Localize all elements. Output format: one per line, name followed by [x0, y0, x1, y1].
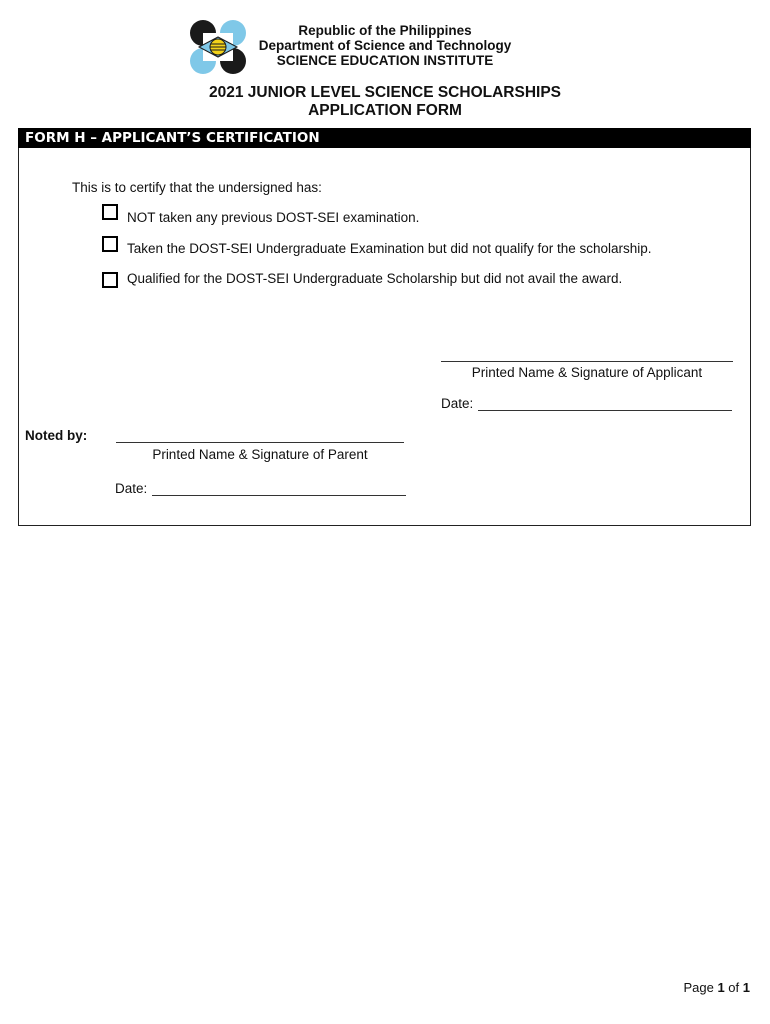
- certify-intro: This is to certify that the undersigned has:: [72, 180, 322, 195]
- header-institute: SCIENCE EDUCATION INSTITUTE: [276, 53, 494, 68]
- form-subtitle: APPLICATION FORM: [308, 102, 462, 119]
- page-number: [683, 980, 750, 996]
- option-did-not-avail-label: Qualified for the DOST-SEI Undergraduate Scholarship but did not avail the award.: [127, 271, 623, 286]
- parent-signature-label: Printed Name & Signature of Parent: [152, 447, 368, 462]
- option-not-taken-label: NOT taken any previous DOST-SEI examination.: [127, 210, 420, 225]
- applicant-signature-label: Printed Name & Signature of Applicant: [471, 365, 703, 380]
- parent-signature-line[interactable]: [116, 442, 404, 443]
- form-title: 2021 JUNIOR LEVEL SCIENCE SCHOLARSHIPS: [209, 84, 561, 101]
- dost-logo-icon: [189, 19, 247, 75]
- header-department: Department of Science and Technology: [258, 38, 512, 53]
- page-prefix: Page: [683, 980, 714, 995]
- parent-date-label: Date:: [115, 481, 148, 496]
- option-not-taken-checkbox[interactable]: [102, 204, 118, 220]
- page-of: of: [728, 980, 740, 995]
- noted-by-label: Noted by:: [25, 428, 88, 443]
- page-current: 1: [717, 980, 725, 995]
- applicant-date-label: Date:: [441, 396, 474, 411]
- option-did-not-qualify-label: Taken the DOST-SEI Undergraduate Examination but did not qualify for the scholarship.: [127, 241, 652, 256]
- option-did-not-qualify-checkbox[interactable]: [102, 236, 118, 252]
- form-section-title: FORM H – APPLICANT’S CERTIFICATION: [18, 128, 751, 148]
- applicant-signature-line[interactable]: [441, 361, 733, 362]
- header-republic: Republic of the Philippines: [298, 23, 472, 38]
- applicant-date-line[interactable]: [478, 410, 732, 411]
- page-total: 1: [742, 980, 750, 995]
- option-did-not-avail-checkbox[interactable]: [102, 272, 118, 288]
- parent-date-line[interactable]: [152, 495, 406, 496]
